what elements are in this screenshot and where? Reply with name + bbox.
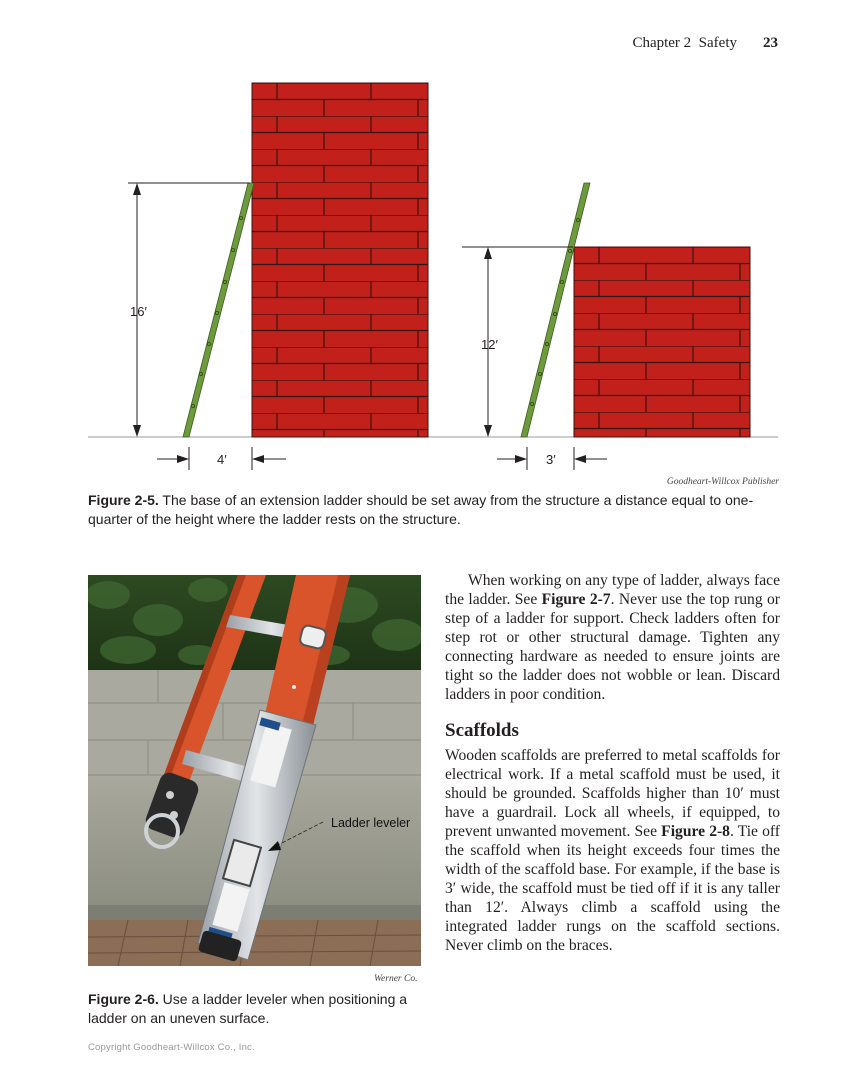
left-brick-wall (252, 83, 428, 437)
figure-2-7-reference: Figure 2-7 (541, 591, 611, 608)
right-height-dimension (462, 247, 573, 437)
figure-2-8-reference: Figure 2-8 (661, 823, 730, 840)
figure-2-5-illustration (0, 0, 849, 480)
para1-text-b: . Never use the top rung or step of a ladder for support. Check ladders often for step rot or other structural damage. Tighten any connecting hardware as needed to ensure joints are tight so the ladder does not wobble or lean. Discard ladders in poor condition. (445, 591, 780, 703)
para2-text-b: . Tie off the scaffold when its height exceeds four times the width of the scaffold base. For example, if the base is 3′ wide, the scaffold must be tied off if it is any taller than 12′. Always climb a scaffold using the integrated ladder rungs on the scaffold sections. Never climb on the braces. (445, 823, 781, 954)
copyright-footer: Copyright Goodheart-Willcox Co., Inc. (88, 1042, 255, 1053)
figure-2-6-caption (88, 990, 423, 1028)
para1-text-a: When working on any type of ladder, always face the ladder. See (445, 572, 780, 608)
right-brick-wall (574, 247, 750, 437)
ladder-leveler-callout: Ladder leveler (331, 816, 411, 830)
figure-2-6-credit: Werner Co. (374, 974, 418, 984)
chapter-label: Chapter 2 (632, 35, 692, 51)
figure-2-5-credit: Goodheart-Willcox Publisher (666, 477, 779, 487)
left-ladder (183, 183, 254, 437)
figure-2-5-caption-text: The base of an extension ladder should be set away from the structure a distance equal to one-quarter of the height where the ladder rests on the structure. (88, 492, 754, 527)
body-paragraph-ladders (445, 571, 780, 704)
figure-2-5-caption-label: Figure 2-5. (88, 492, 159, 508)
figure-2-6-caption-label: Figure 2-6. (88, 991, 159, 1007)
section-label: Safety (698, 35, 737, 51)
para2-text-a: Wooden scaffolds are preferred to metal scaffolds for electrical work. If a metal scaffold must be used, it should be grounded. Scaffolds higher than 10′ must have a guardrail. Lock all wheels, if equipped, to prevent unwanted movement. See (445, 747, 780, 840)
left-height-label: 16′ (130, 304, 147, 319)
right-height-label: 12′ (481, 337, 498, 352)
figure-2-6-photo (88, 575, 421, 966)
figure-2-6-caption-text: Use a ladder leveler when positioning a ladder on an uneven surface. (88, 991, 408, 1026)
right-base-label: 3′ (546, 452, 556, 467)
page-number: 23 (763, 35, 778, 51)
left-base-label: 4′ (217, 452, 227, 467)
section-heading-scaffolds: Scaffolds (445, 720, 519, 741)
figure-2-5-caption (88, 491, 768, 529)
body-paragraph-scaffolds (445, 746, 780, 955)
